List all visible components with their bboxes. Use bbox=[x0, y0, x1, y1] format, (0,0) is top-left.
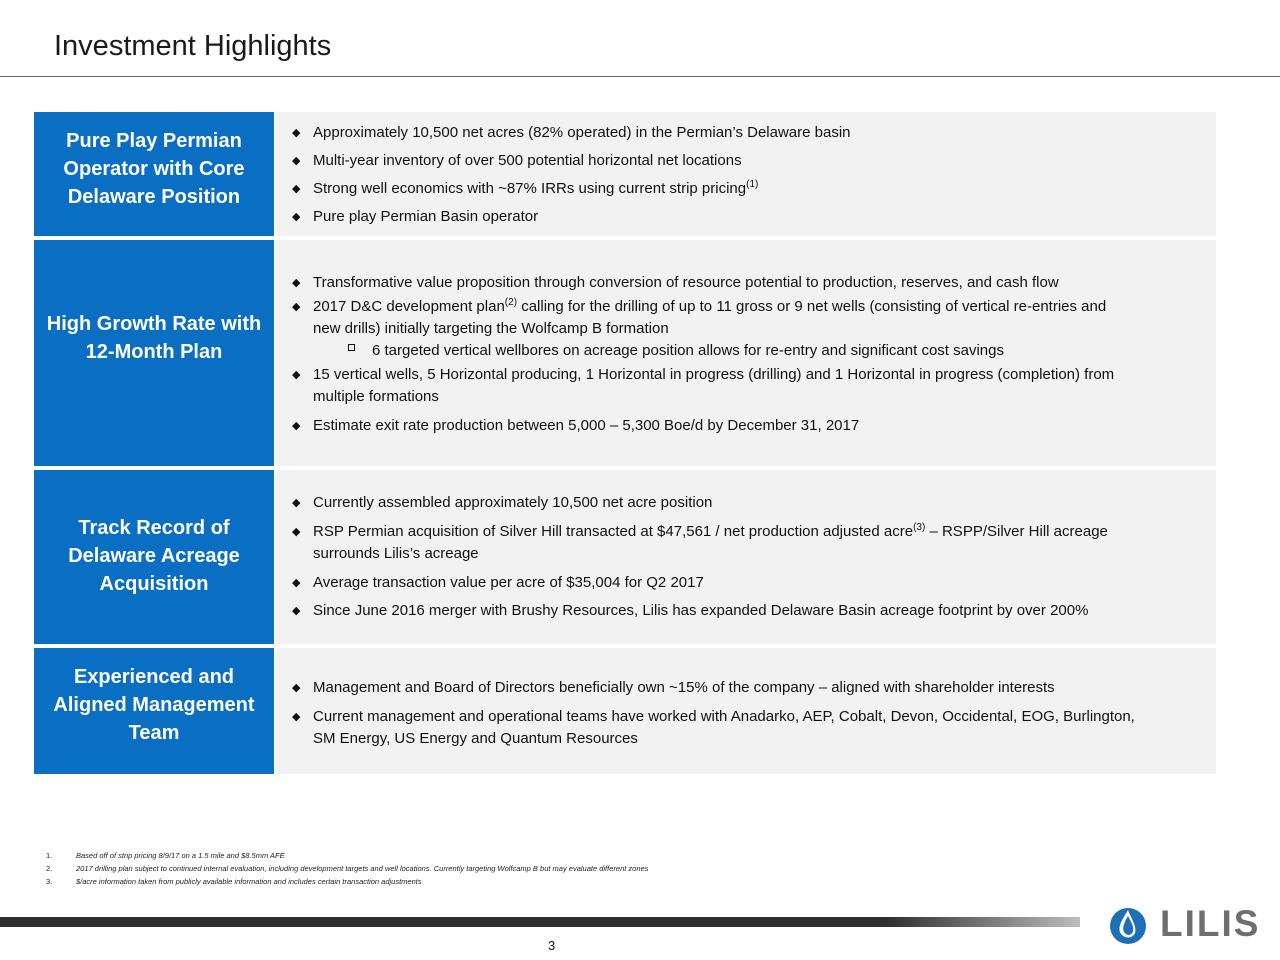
footnote-ref: (2) bbox=[504, 297, 518, 308]
diamond-bullet-icon: ◆ bbox=[292, 497, 301, 509]
bullet-item: ◆ Current management and operational teams have worked with Anadarko, AEP, Cobalt, Devon, Occidental, EOG, Burlington, SM Energy, US Energy and Quantum Resources bbox=[292, 708, 1135, 747]
section-track-record bbox=[34, 470, 1216, 644]
diamond-bullet-icon: ◆ bbox=[292, 155, 301, 167]
diamond-bullet-icon: ◆ bbox=[292, 420, 301, 432]
bullet-item: ◆ Estimate exit rate production between 5,000 – 5,300 Boe/d by December 31, 2017 bbox=[292, 415, 1206, 437]
footnote: 2. 2017 drilling plan subject to continued internal evaluation, including development targets and well locations. Currently targeting Wolfcamp B but may evaluate different zones bbox=[46, 864, 649, 873]
diamond-bullet-icon: ◆ bbox=[292, 211, 301, 223]
bullet-item: ◆ 15 vertical wells, 5 Horizontal producing, 1 Horizontal in progress (drilling) and 1 Horizontal in progress (completion) from multiple formations bbox=[292, 366, 1115, 405]
section-label-text: Experienced and Aligned Management Team bbox=[53, 666, 255, 744]
section-content bbox=[276, 112, 1216, 236]
footnote-ref: (3) bbox=[913, 522, 926, 533]
bullet-item: ◆ Management and Board of Directors beneficially own ~15% of the company – aligned with shareholder interests bbox=[292, 677, 1206, 699]
section-label-text: Track Record of Delaware Acreage Acquisition bbox=[68, 517, 240, 595]
diamond-bullet-icon: ◆ bbox=[292, 605, 301, 617]
bullet-item: ◆ Transformative value proposition through conversion of resource potential to production, reserves, and cash flow bbox=[292, 272, 1206, 294]
bullet-item: ◆ Since June 2016 merger with Brushy Resources, Lilis has expanded Delaware Basin acreage footprint by over 200% bbox=[292, 600, 1206, 622]
bullet-item: ◆ Approximately 10,500 net acres (82% operated) in the Permian’s Delaware basin bbox=[292, 122, 1206, 144]
section-content bbox=[276, 648, 1216, 774]
section-label bbox=[34, 112, 274, 236]
section-label bbox=[34, 470, 274, 644]
sub-bullet-item: 6 targeted vertical wellbores on acreage position allows for re-entry and significant cost savings bbox=[348, 340, 1206, 362]
diamond-bullet-icon: ◆ bbox=[292, 369, 301, 381]
footer-bar bbox=[0, 917, 1080, 927]
diamond-bullet-icon: ◆ bbox=[292, 183, 301, 195]
footnote: 3. $/acre information taken from publicly available information and includes certain transaction adjustments bbox=[46, 877, 422, 886]
bullet-item: ◆ Average transaction value per acre of $35,004 for Q2 2017 bbox=[292, 572, 1206, 594]
section-label-text: Pure Play Permian Operator with Core Delaware Position bbox=[63, 130, 245, 208]
diamond-bullet-icon: ◆ bbox=[292, 526, 301, 538]
section-pure-play bbox=[34, 112, 1216, 236]
page-number: 3 bbox=[548, 938, 556, 953]
footnote-ref: (1) bbox=[746, 179, 759, 190]
diamond-bullet-icon: ◆ bbox=[292, 682, 301, 694]
bullet-item: ◆ Currently assembled approximately 10,500 net acre position bbox=[292, 492, 1206, 514]
footnote: 1. Based off of strip pricing 8/9/17 on a 1.5 mile and $8.5mm AFE bbox=[46, 851, 285, 860]
diamond-bullet-icon: ◆ bbox=[292, 127, 301, 139]
bullet-item: ◆ 2017 D&C development plan$^{(2)}$ calling for the drilling of up to 11 gross or 9 net wells (consisting of vertical re-entries and new drills) initially targeting the Wolfcamp B formation bbox=[292, 297, 1107, 337]
section-management bbox=[34, 648, 1216, 774]
section-label bbox=[34, 240, 274, 466]
company-logo-text: LILIS bbox=[1160, 903, 1261, 944]
diamond-bullet-icon: ◆ bbox=[292, 301, 301, 313]
diamond-bullet-icon: ◆ bbox=[292, 711, 301, 723]
bullet-item: ◆ Multi-year inventory of over 500 potential horizontal net locations bbox=[292, 150, 1206, 172]
section-content bbox=[276, 470, 1216, 644]
section-high-growth bbox=[34, 240, 1216, 466]
square-bullet-icon bbox=[348, 344, 355, 351]
section-label-text: High Growth Rate with 12-Month Plan bbox=[46, 313, 262, 363]
page-title: Investment Highlights bbox=[54, 30, 332, 62]
section-content bbox=[276, 240, 1216, 466]
section-label bbox=[34, 648, 274, 774]
bullet-item: ◆ Pure play Permian Basin operator bbox=[292, 206, 1206, 228]
bullet-item: ◆ RSP Permian acquisition of Silver Hill transacted at $47,561 / net production adjusted acre$^{(3)}$ – RSPP/Silver Hill acreage surrounds Lilis’s acreage bbox=[292, 522, 1108, 562]
bullet-item: ◆ Strong well economics with ~87% IRRs using current strip pricing$^{(1)}$ bbox=[292, 178, 1206, 200]
diamond-bullet-icon: ◆ bbox=[292, 577, 301, 589]
diamond-bullet-icon: ◆ bbox=[292, 277, 301, 289]
title-divider bbox=[0, 76, 1280, 77]
